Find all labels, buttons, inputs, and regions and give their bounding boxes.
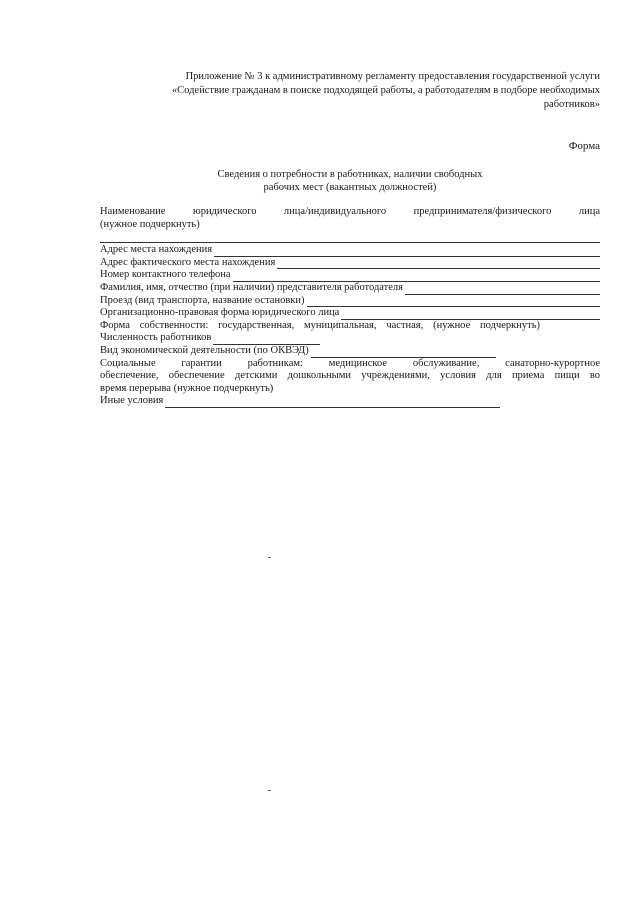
representative-field[interactable]	[405, 285, 600, 295]
address-field[interactable]	[214, 247, 600, 257]
document-title	[0, 168, 640, 194]
employees-label: Численность работников	[100, 332, 212, 344]
title-line-2: рабочих мест (вакантных должностей)	[263, 182, 437, 193]
address-label: Адрес места нахождения	[100, 244, 213, 256]
activity-label: Вид экономической деятельности (по ОКВЭД)	[100, 344, 309, 356]
title-line-1: Сведения о потребности в работниках, наличии свободных	[217, 169, 483, 180]
other-row	[100, 395, 500, 408]
employees-field[interactable]	[213, 335, 320, 345]
transport-field[interactable]	[307, 297, 600, 307]
scan-speck	[268, 790, 271, 791]
social-label-line-1: Социальные гарантии работникам: медицинское обслуживание, санаторно-курортное	[100, 357, 600, 369]
form-fields	[100, 206, 600, 408]
appendix-line-3: работников»	[543, 99, 600, 110]
actual-address-row	[100, 257, 600, 270]
transport-label: Проезд (вид транспорта, название остановки)	[100, 294, 305, 306]
appendix-line-2: «Содействие гражданам в поиске подходящей работы, а работодателям в подборе необходимых	[171, 85, 600, 96]
scan-speck	[268, 557, 271, 558]
legal-form-label: Организационно-правовая форма юридического лица	[100, 307, 340, 319]
phone-field[interactable]	[233, 272, 600, 282]
employees-row	[100, 332, 320, 345]
legal-form-field[interactable]	[341, 310, 600, 320]
org-name-field[interactable]	[100, 233, 600, 243]
org-name-label: Наименование юридического лица/индивидуального предпринимателя/физического лица	[100, 206, 600, 217]
social-label-line-2: обеспечение, обеспечение детскими дошкольными учреждениями, условия для приема пищи во	[100, 370, 600, 382]
actual-address-field[interactable]	[277, 259, 600, 269]
org-name-note: (нужное подчеркнуть)	[100, 218, 200, 230]
actual-address-label: Адрес фактического места нахождения	[100, 256, 276, 268]
other-label: Иные условия	[100, 395, 164, 407]
form-label: Форма	[568, 140, 600, 152]
activity-field[interactable]	[311, 348, 496, 358]
representative-label: Фамилия, имя, отчество (при наличии) представителя работодателя	[100, 281, 403, 293]
transport-row	[100, 295, 600, 308]
ownership-label: Форма собственности: государственная, муниципальная, частная, (нужное подчеркнуть)	[100, 319, 540, 331]
address-row	[100, 244, 600, 257]
phone-label: Номер контактного телефона	[100, 269, 231, 281]
phone-row	[100, 269, 600, 282]
activity-row	[100, 345, 496, 358]
appendix-header	[130, 70, 600, 112]
appendix-line-1: Приложение № 3 к административному регламенту предоставления государственной услуги	[185, 71, 600, 82]
other-field[interactable]	[165, 398, 500, 408]
social-label-line-3: время перерыва (нужное подчеркнуть)	[100, 382, 274, 394]
legal-form-row	[100, 307, 600, 320]
representative-row	[100, 282, 600, 295]
